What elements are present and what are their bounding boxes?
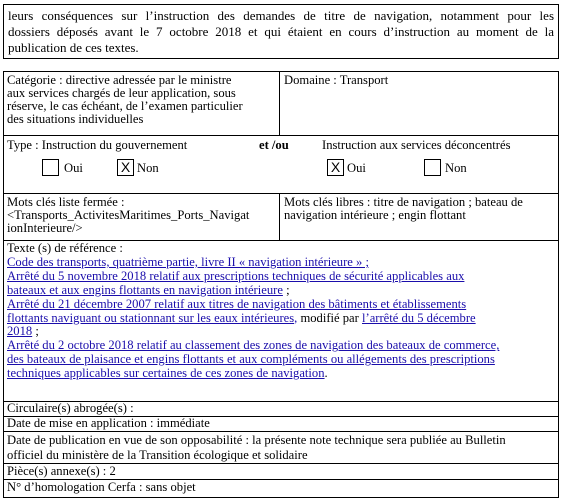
checkbox-label: Oui [347,161,366,175]
checkbox-gouvernement-non[interactable]: X [117,159,134,176]
row-divider [3,193,559,194]
intro-paragraph [8,8,554,56]
reference-link-arrete-5-decembre-2018[interactable]: 2018 [7,324,33,339]
reference-link-arrete-21-decembre-2007[interactable]: flottants naviguant ou stationnant sur les eaux intérieures, [7,310,298,325]
separator: . [324,366,328,381]
reference-link-arrete-2-octobre-2018[interactable]: techniques applicables sur certaines de ces zones de navigation [7,366,325,381]
mots-cles-fermee-line: Mots clés liste fermée : [7,195,125,209]
checkbox-gouvernement-oui[interactable] [42,159,59,176]
checkbox-label: Non [445,161,467,175]
reference-link-code-transports[interactable]: Code des transports, quatrième partie, livre II « navigation intérieure » ; [7,254,369,269]
homologation-cerfa: N° d’homologation Cerfa : sans objet [7,480,196,494]
separator: ; [282,282,290,297]
modifie-par-text: modifié par [297,310,362,325]
domaine-cell: Domaine : Transport [284,73,389,87]
type-label: Type : Instruction du gouvernement [7,138,188,152]
reference-link-arrete-5-novembre-2018[interactable]: bateaux et aux engins flottants en navigation intérieure [7,282,283,297]
categorie-line: aux services chargés de leur application, sous [7,86,236,100]
mots-cles-fermee-cell [7,196,277,235]
intro-line: leurs conséquences sur l’instruction des demandes de titre de navigation, notamment pour les [8,8,554,23]
date-publication-line: Date de publication en vue de son opposabilité : la présente note technique sera publiée au Bulletin [7,433,506,447]
reference-link-arrete-5-decembre-2018[interactable]: l’arrêté du 5 décembre [362,310,476,325]
type-connector: et /ou [259,138,289,152]
categorie-line: Catégorie : directive adressée par le ministre [7,73,232,87]
circulaires-abrogees: Circulaire(s) abrogée(s) : [7,401,134,415]
categorie-cell [7,74,275,126]
mots-cles-fermee-line: <Transports_ActivitesMaritimes_Ports_Navigat [7,208,250,222]
intro-line: dossiers déposés avant le 7 octobre 2018 et qui étaient en cours d’instruction au moment de la [8,24,554,39]
categorie-line: réserve, le cas échéant, de l’examen particulier [7,99,243,113]
row-divider [3,135,559,136]
checkbox-deconcentres-non[interactable] [424,159,441,176]
column-divider [279,193,280,240]
textes-reference-label: Texte (s) de référence : [7,241,123,255]
date-publication-line: officiel du ministère de la Transition écologique et solidaire [7,447,308,462]
row-divider [3,431,559,432]
separator: ; [32,324,39,339]
mots-cles-libres-line: navigation intérieure ; engin flottant [284,208,466,222]
mots-cles-libres-line: Mots clés libres : titre de navigation ; bateau de [284,195,523,209]
reference-link-arrete-21-decembre-2007[interactable]: Arrêté du 21 décembre 2007 relatif aux titres de navigation des bâtiments et établissements [7,296,467,311]
type-right-label: Instruction aux services déconcentrés [322,138,511,152]
intro-line: publication de ces textes. [8,40,139,55]
mots-cles-fermee-line: ionInterieure/> [7,221,83,235]
reference-link-arrete-5-novembre-2018[interactable]: Arrêté du 5 novembre 2018 relatif aux prescriptions techniques de sécurité applicables aux [7,268,465,283]
checkbox-label: Non [137,161,159,175]
checkbox-label: Oui [64,161,83,175]
checkbox-deconcentres-oui[interactable]: X [327,159,344,176]
date-publication-cell [7,433,557,462]
reference-link-arrete-2-octobre-2018[interactable]: Arrêté du 2 octobre 2018 relatif au classement des zones de navigation des bateaux de commerce, [7,338,500,353]
reference-link-arrete-2-octobre-2018[interactable]: des bateaux de plaisance et engins flottants et aux compléments ou allégements des prescriptions [7,352,495,367]
pieces-annexes: Pièce(s) annexe(s) : 2 [7,464,116,478]
mots-cles-libres-cell [284,196,556,222]
textes-reference-cell [7,242,557,381]
date-mise-en-application: Date de mise en application : immédiate [7,416,210,430]
column-divider [279,71,280,135]
categorie-line: des situations individuelles [7,112,144,126]
